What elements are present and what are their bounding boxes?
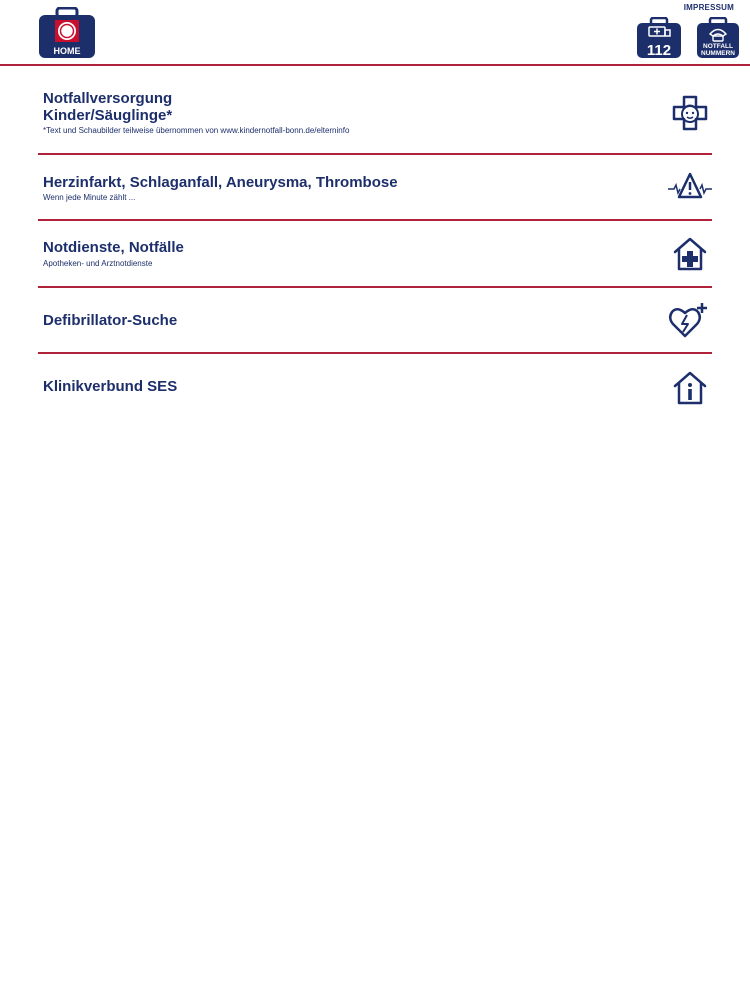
home-label: HOME [53,46,81,56]
app-header [0,0,750,66]
house-cross-icon [672,236,708,272]
item-title: Klinikverbund SES [43,378,178,395]
impressum-link[interactable]: IMPRESSUM [683,3,734,12]
item-title: Notdienste, Notfälle [43,239,184,256]
item-title-line1: Notfallversorgung [43,90,173,107]
item-title [43,90,172,124]
heart-defibrillator-icon [668,302,708,340]
list-item-herzinfarkt[interactable] [38,155,712,221]
emergency-number: 112 [646,42,672,59]
list-item-kinder-notfall[interactable] [38,66,712,155]
item-subtitle: Wenn jede Minute zählt ... [43,193,136,202]
item-subtitle: *Text und Schaubilder teilweise übernommen von www.kindernotfall-bonn.de/elterninfo [43,126,350,135]
item-title: Herzinfarkt, Schlaganfall, Aneurysma, Thrombose [43,174,398,191]
list-item-klinikverbund[interactable] [38,354,712,420]
home-button[interactable] [38,7,96,59]
item-title-line2: Kinder/Säuglinge* [43,107,173,124]
item-title: Defibrillator-Suche [43,312,178,329]
emergency-menu-list [38,66,712,420]
notfall-nummern-button[interactable] [696,17,740,59]
child-care-icon [672,95,708,131]
warning-pulse-icon [668,171,712,201]
emergency-112-button[interactable] [636,17,682,59]
list-item-defibrillator[interactable] [38,288,712,354]
notfall-label-line1: NOTFALL [703,43,733,50]
item-subtitle: Apotheken- und Arztnotdienste [43,259,153,268]
notfall-label-line2: NUMMERN [701,50,735,57]
house-info-icon [672,370,708,406]
list-item-notdienste[interactable] [38,221,712,288]
